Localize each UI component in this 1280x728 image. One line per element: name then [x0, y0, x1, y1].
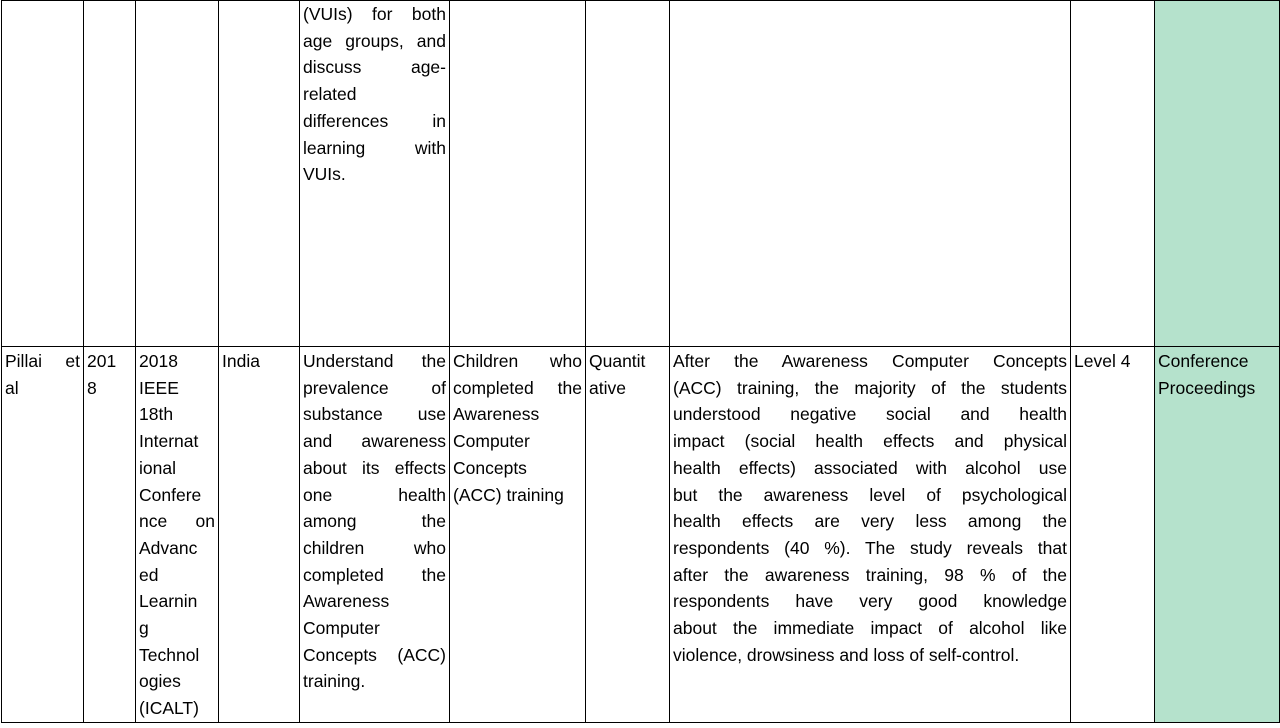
text-line: Computer — [453, 431, 530, 452]
text-line: ed — [139, 564, 159, 585]
text-line: 201 — [87, 351, 117, 371]
author-cell — [2, 1, 84, 347]
text-line: about the immediate impact of alcohol like — [673, 618, 1067, 639]
method-cell — [586, 347, 670, 723]
text-line: Technol — [139, 644, 200, 665]
venue-text — [139, 348, 215, 722]
text-line: 8 — [87, 377, 97, 398]
text-line: health effects) associated with alcohol use — [673, 457, 1067, 478]
text-line: discuss age- — [303, 57, 446, 78]
text-line: Children who — [453, 351, 582, 371]
text-line: IEEE — [139, 377, 179, 398]
text-line: 18th — [139, 404, 174, 425]
text-line: Awareness — [453, 404, 540, 425]
text-line: (ICALT) — [139, 698, 199, 719]
text-line: about its effects — [303, 457, 446, 478]
text-line: g — [139, 618, 149, 639]
text-line: Proceedings — [1158, 377, 1256, 398]
type-text — [1158, 348, 1276, 401]
text-line: learning with — [303, 137, 446, 158]
text-line: completed the — [453, 377, 582, 398]
objective-cell — [300, 347, 450, 723]
text-line: differences in — [303, 110, 446, 131]
level-text: Level 4 — [1074, 351, 1131, 371]
text-line: VUIs. — [303, 164, 346, 185]
table-row — [2, 347, 1280, 723]
text-line: substance use — [303, 404, 446, 425]
text-line: among the — [303, 511, 446, 532]
author-text — [5, 348, 80, 401]
sample-text — [453, 348, 582, 508]
venue-cell — [136, 1, 219, 347]
sample-cell — [450, 1, 586, 347]
text-line: Internat — [139, 431, 199, 452]
text-line: Computer — [303, 618, 380, 639]
text-line: violence, drowsiness and loss of self-control. — [673, 644, 1020, 665]
findings-cell — [670, 1, 1071, 347]
text-line: prevalence of — [303, 377, 446, 398]
findings-cell — [670, 347, 1071, 723]
text-line: respondents have very good knowledge — [673, 591, 1067, 612]
text-line: ative — [589, 377, 626, 398]
text-line: (ACC) training — [453, 484, 564, 505]
text-line: Conference — [1158, 351, 1249, 371]
text-line: 2018 — [139, 351, 178, 371]
text-line: After the Awareness Computer Concepts — [673, 351, 1067, 371]
sample-cell — [450, 347, 586, 723]
text-line: Pillai et — [5, 351, 80, 371]
type-cell — [1155, 347, 1280, 723]
year-cell — [84, 347, 136, 723]
text-line: after the awareness training, 98 % of the — [673, 564, 1067, 585]
country-cell — [219, 1, 300, 347]
text-line: understood negative social and health — [673, 404, 1067, 425]
text-line: Concepts (ACC) — [303, 644, 446, 665]
text-line: Understand the — [303, 351, 446, 371]
text-line: related — [303, 84, 357, 105]
level-cell — [1071, 1, 1155, 347]
text-line: (VUIs) for both — [303, 4, 446, 24]
text-line: respondents (40 %). The study reveals that — [673, 537, 1067, 558]
text-line: Awareness — [303, 591, 390, 612]
text-line: impact (social health effects and physical — [673, 431, 1067, 452]
text-line: completed the — [303, 564, 446, 585]
text-line: Confere — [139, 484, 202, 505]
text-line: health effects are very less among the — [673, 511, 1067, 532]
author-cell — [2, 347, 84, 723]
text-line: Advanc — [139, 537, 198, 558]
text-line: Quantit — [589, 351, 646, 371]
country-cell — [219, 347, 300, 723]
findings-text — [673, 348, 1067, 668]
year-cell — [84, 1, 136, 347]
text-line: ogies — [139, 671, 181, 692]
text-line: and awareness — [303, 431, 446, 452]
text-line: nce on — [139, 511, 215, 532]
country-text: India — [222, 351, 260, 371]
text-line: Learnin — [139, 591, 198, 612]
table-row — [2, 1, 1280, 347]
level-cell — [1071, 347, 1155, 723]
text-line: age groups, and — [303, 30, 446, 51]
type-cell — [1155, 1, 1280, 347]
venue-cell — [136, 347, 219, 723]
text-line: training. — [303, 671, 366, 692]
text-line: Concepts — [453, 457, 527, 478]
text-line: al — [5, 377, 19, 398]
year-text — [87, 348, 132, 401]
text-line: ional — [139, 457, 176, 478]
method-cell — [586, 1, 670, 347]
literature-review-table — [1, 0, 1280, 723]
objective-text — [303, 1, 446, 188]
method-text — [589, 348, 666, 401]
text-line: but the awareness level of psychological — [673, 484, 1067, 505]
text-line: one health — [303, 484, 446, 505]
objective-cell — [300, 1, 450, 347]
text-line: (ACC) training, the majority of the students — [673, 377, 1067, 398]
objective-text — [303, 348, 446, 695]
text-line: children who — [303, 537, 446, 558]
